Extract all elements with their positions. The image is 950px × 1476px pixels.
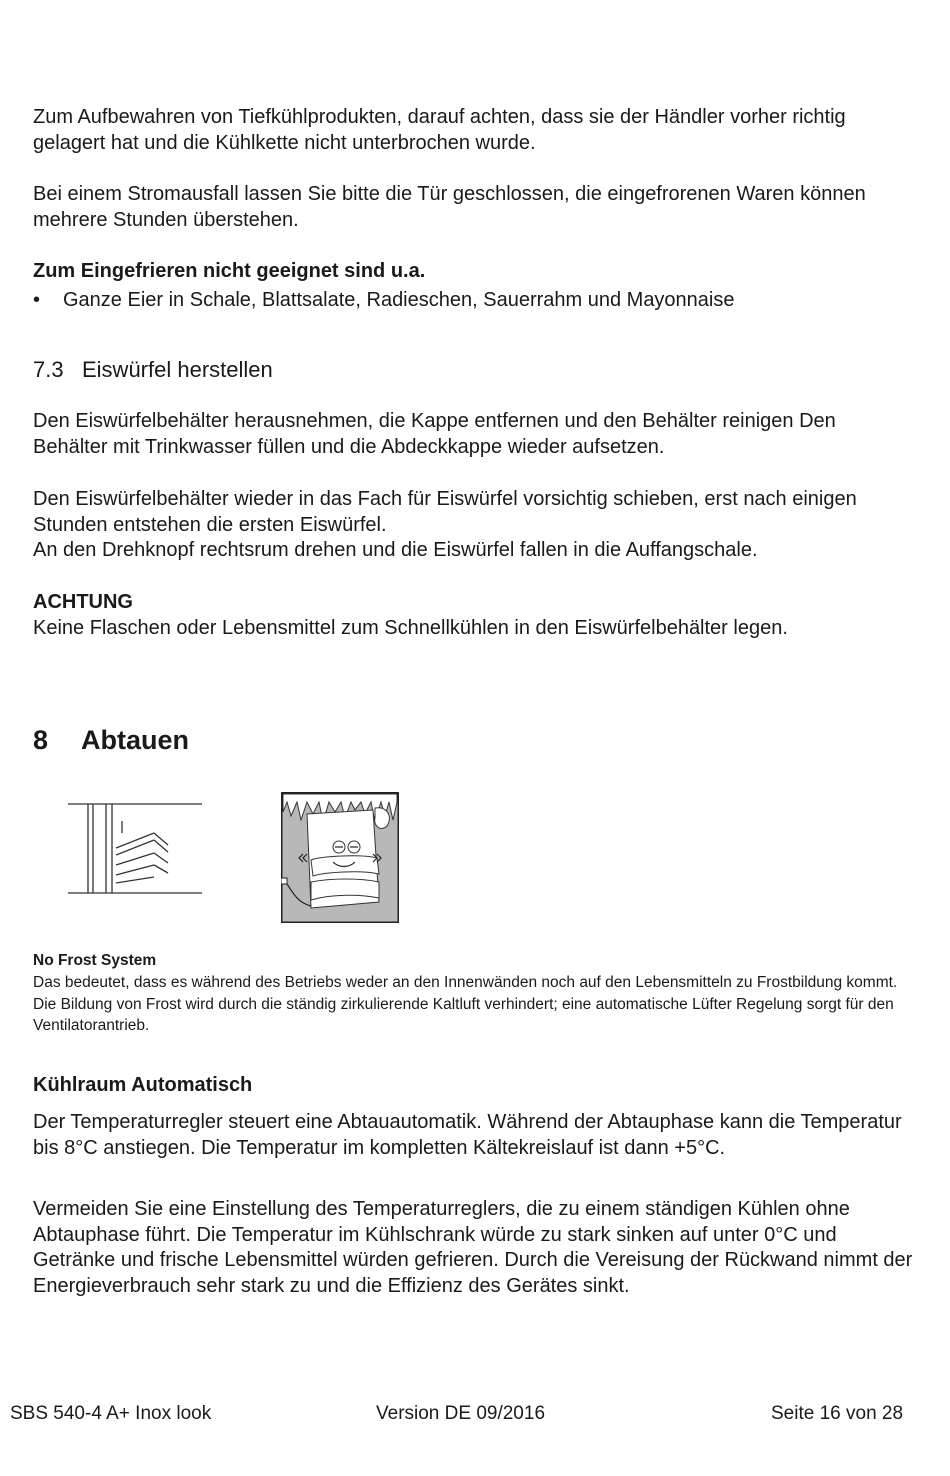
section-7-3-heading (33, 357, 273, 383)
section-number: 7.3 (33, 357, 64, 382)
footer-page-number: Seite 16 von 28 (771, 1403, 904, 1424)
section-title: Abtauen (81, 725, 189, 755)
fridge-shelves-icon (68, 803, 202, 895)
paragraph-auto-defrost: Der Temperaturregler steuert eine Abtauautomatik. Während der Abtauphase kann die Temperatur bis 8°C anstiegen. Die Temperatur im kompletten Kältekreislauf ist dann +5°C. (33, 1111, 902, 1159)
warning-label: ACHTUNG (33, 591, 133, 613)
warning-text: Keine Flaschen oder Lebensmittel zum Schnellkühlen in den Eiswürfelbehälter legen. (33, 617, 788, 639)
bullet-icon: • (33, 289, 41, 311)
section-number: 8 (33, 725, 49, 755)
section-title: Eiswürfel herstellen (82, 357, 273, 382)
no-frost-text: Das bedeutet, dass es während des Betriebs weder an den Innenwänden noch auf den Lebensmitteln zu Frostbildung kommt. Die Bildung von Frost wird durch die ständig zirkulierende Kaltluft verhindert; eine automatische Lüfter Regelung sorgt für den Ventilatorantrieb. (33, 974, 898, 1034)
paragraph-ice-insert: Den Eiswürfelbehälter wieder in das Fach für Eiswürfel vorsichtig schieben, erst nach einigen Stunden entstehen die ersten Eiswürfel. (33, 488, 857, 536)
not-suitable-heading: Zum Eingefrieren nicht geeignet sind u.a. (33, 260, 426, 282)
footer-model: SBS 540-4 A+ Inox look (10, 1403, 212, 1424)
section-8-heading (33, 724, 189, 756)
paragraph-ice-knob: An den Drehknopf rechtsrum drehen und die Eiswürfel fallen in die Auffangschale. (33, 539, 758, 561)
list-item-text: Ganze Eier in Schale, Blattsalate, Radieschen, Sauerrahm und Mayonnaise (63, 289, 735, 311)
paragraph-frozen-storage: Zum Aufbewahren von Tiefkühlprodukten, darauf achten, dass sie der Händler vorher richtig gelagert hat und die Kühlkette nicht unterbrochen wurde. (33, 106, 846, 154)
paragraph-power-outage: Bei einem Stromausfall lassen Sie bitte die Tür geschlossen, die eingefrorenen Waren können mehrere Stunden überstehen. (33, 183, 866, 231)
no-frost-heading: No Frost System (33, 952, 157, 969)
frozen-food-character-icon (281, 792, 399, 923)
auto-defrost-heading: Kühlraum Automatisch (33, 1074, 253, 1096)
paragraph-avoid-setting: Vermeiden Sie eine Einstellung des Temperaturreglers, die zu einem ständigen Kühlen ohne Abtauphase führt. Die Temperatur im Kühlschrank würde zu stark sinken auf unter 0°C und Getränke und frische Lebensmittel würden gefrieren. Durch die Vereisung der Rückwand nimmt der Energieverbrauch sehr stark zu und die Effizienz des Gerätes sinkt. (33, 1198, 913, 1297)
paragraph-ice-tray: Den Eiswürfelbehälter herausnehmen, die Kappe entfernen und den Behälter reinigen Den Behälter mit Trinkwasser füllen und die Abdeckkappe wieder aufsetzen. (33, 410, 836, 458)
footer-version: Version DE 09/2016 (376, 1403, 546, 1424)
